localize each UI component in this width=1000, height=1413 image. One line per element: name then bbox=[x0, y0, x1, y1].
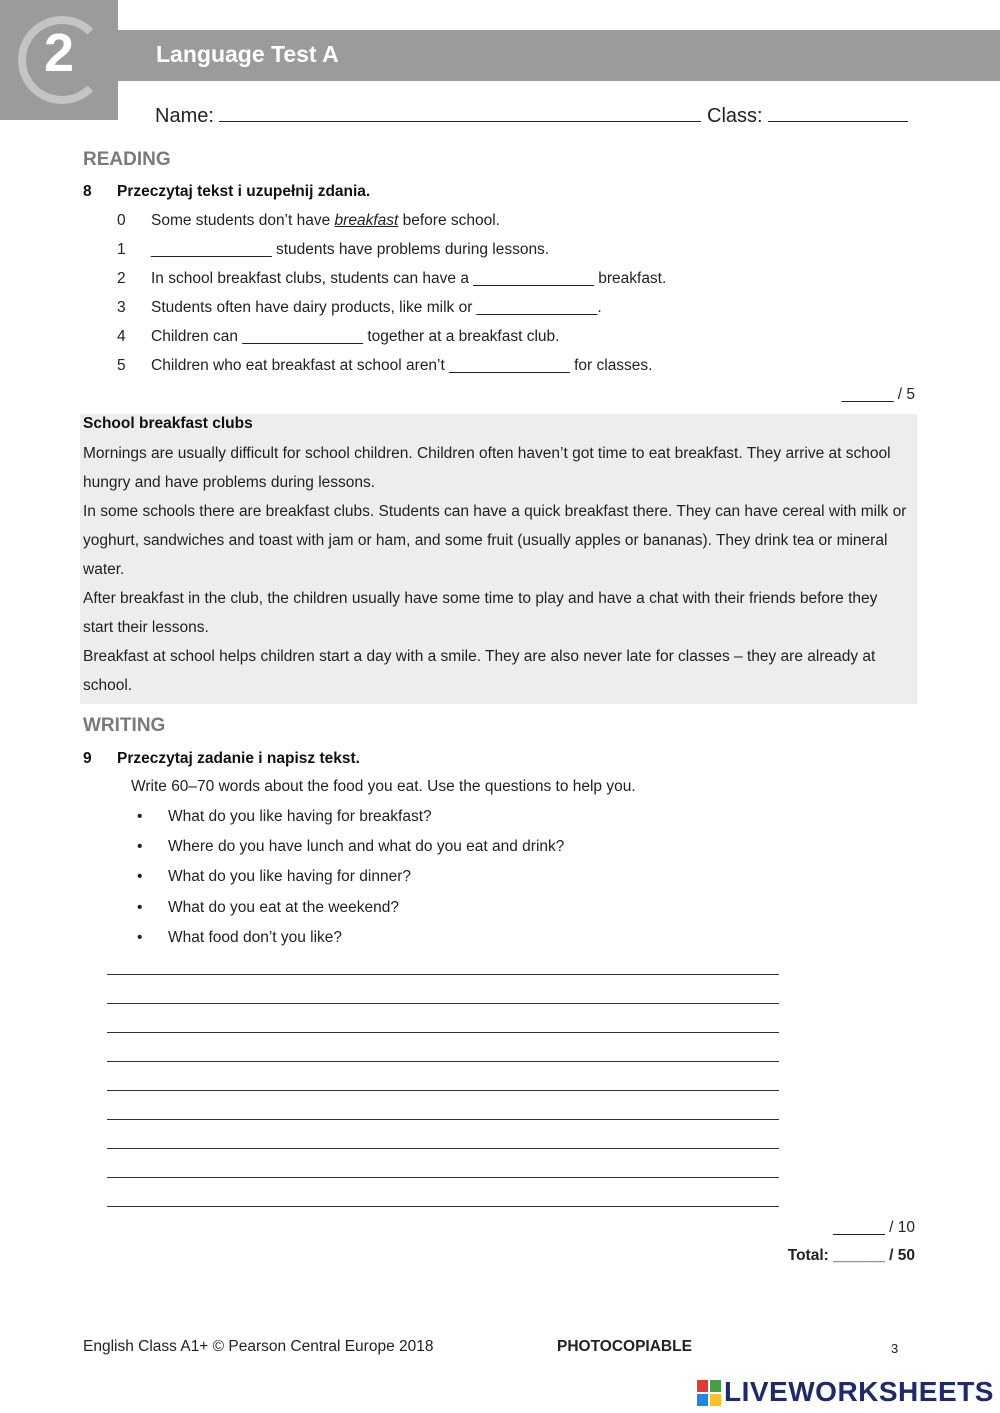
item-text: Children can ______________ together at a breakfast club. bbox=[151, 328, 560, 345]
writing-answer-line[interactable] bbox=[107, 1032, 779, 1033]
question-text: Where do you have lunch and what do you eat and drink? bbox=[168, 838, 565, 855]
item-number: 1 bbox=[117, 241, 126, 258]
bullet-icon: • bbox=[137, 899, 143, 916]
bullet-icon: • bbox=[137, 929, 143, 946]
task-text: Przeczytaj zadanie i napisz tekst. bbox=[117, 750, 360, 767]
task-number: 8 bbox=[83, 183, 92, 200]
copyright-text: English Class A1+ © Pearson Central Europe 2018 bbox=[83, 1338, 434, 1355]
class-label: Class: bbox=[707, 105, 763, 127]
item-number: 4 bbox=[117, 328, 126, 345]
unit-number: 2 bbox=[43, 23, 75, 83]
item-text: Some students don’t have bbox=[151, 212, 335, 229]
list-item[interactable] bbox=[117, 270, 666, 288]
bullet-icon: • bbox=[137, 808, 143, 825]
question-text: What do you like having for breakfast? bbox=[168, 808, 432, 825]
list-item[interactable] bbox=[117, 299, 602, 317]
item-text: ______________ students have problems during lessons. bbox=[151, 241, 550, 258]
task-text: Przeczytaj tekst i uzupełnij zdania. bbox=[117, 183, 371, 200]
writing-answer-line[interactable] bbox=[107, 1206, 779, 1207]
list-item bbox=[137, 838, 564, 856]
name-label: Name: bbox=[155, 105, 214, 127]
list-item bbox=[137, 808, 432, 826]
example-answer: breakfast bbox=[334, 212, 399, 229]
list-item[interactable] bbox=[117, 328, 559, 346]
question-text: What do you like having for dinner? bbox=[168, 868, 411, 885]
liveworksheets-logo-icon bbox=[697, 1380, 721, 1406]
reading-paragraph: In some schools there are breakfast clubs. Students can have a quick breakfast there. They can have cereal with milk or yoghurt, sandwiches and toast with jam or ham, and some fruit (usually apples or bananas). They drink tea or mineral water. bbox=[83, 503, 907, 578]
question-text: What do you eat at the weekend? bbox=[168, 899, 399, 916]
writing-answer-line[interactable] bbox=[107, 1090, 779, 1091]
writing-answer-line[interactable] bbox=[107, 1003, 779, 1004]
item-text: In school breakfast clubs, students can have a ______________ breakfast. bbox=[151, 270, 667, 287]
task-9-instruction bbox=[83, 750, 360, 768]
bullet-icon: • bbox=[137, 868, 143, 885]
reading-text-title: School breakfast clubs bbox=[83, 415, 253, 432]
name-class-line bbox=[155, 101, 908, 128]
class-field[interactable] bbox=[768, 101, 908, 122]
list-item[interactable] bbox=[117, 357, 653, 375]
reading-paragraph: After breakfast in the club, the children usually have some time to play and have a chat with their friends before they start their lessons. bbox=[83, 590, 878, 636]
list-item[interactable] bbox=[117, 241, 549, 259]
writing-answer-line[interactable] bbox=[107, 1148, 779, 1149]
total-score[interactable]: Total: ______ / 50 bbox=[787, 1247, 915, 1264]
writing-answer-line[interactable] bbox=[107, 1177, 779, 1178]
task-number: 9 bbox=[83, 750, 92, 767]
page-title: Language Test A bbox=[156, 41, 339, 67]
list-item bbox=[137, 929, 342, 947]
writing-prompt: Write 60–70 words about the food you eat. Use the questions to help you. bbox=[131, 778, 636, 795]
writing-score[interactable]: ______ / 10 bbox=[833, 1219, 915, 1236]
item-number: 0 bbox=[117, 212, 126, 229]
task-8-instruction bbox=[83, 183, 370, 201]
page-number: 3 bbox=[891, 1341, 899, 1356]
item-number: 3 bbox=[117, 299, 126, 316]
item-text: before school. bbox=[398, 212, 500, 229]
list-item bbox=[137, 899, 399, 917]
photocopiable-label: PHOTOCOPIABLE bbox=[557, 1338, 692, 1355]
question-text: What food don’t you like? bbox=[168, 929, 343, 946]
item-number: 5 bbox=[117, 357, 126, 374]
reading-paragraph: Breakfast at school helps children start a day with a smile. They are also never late for classes – they are already at school. bbox=[83, 648, 876, 694]
item-number: 2 bbox=[117, 270, 126, 287]
list-item bbox=[137, 868, 411, 886]
item-text: Students often have dairy products, like milk or ______________. bbox=[151, 299, 602, 316]
liveworksheets-logo[interactable]: LIVEWORKSHEETS bbox=[724, 1376, 994, 1407]
bullet-icon: • bbox=[137, 838, 143, 855]
item-text: Children who eat breakfast at school aren’t ______________ for classes. bbox=[151, 357, 653, 374]
list-item bbox=[117, 212, 500, 230]
reading-heading: READING bbox=[83, 149, 171, 170]
writing-answer-line[interactable] bbox=[107, 974, 779, 975]
writing-answer-line[interactable] bbox=[107, 1119, 779, 1120]
writing-heading: WRITING bbox=[83, 715, 166, 736]
name-field[interactable] bbox=[219, 101, 701, 122]
writing-answer-line[interactable] bbox=[107, 1061, 779, 1062]
reading-paragraph: Mornings are usually difficult for school children. Children often haven’t got time to eat breakfast. They arrive at school hungry and have problems during lessons. bbox=[83, 445, 891, 491]
reading-score[interactable]: ______ / 5 bbox=[841, 386, 915, 403]
